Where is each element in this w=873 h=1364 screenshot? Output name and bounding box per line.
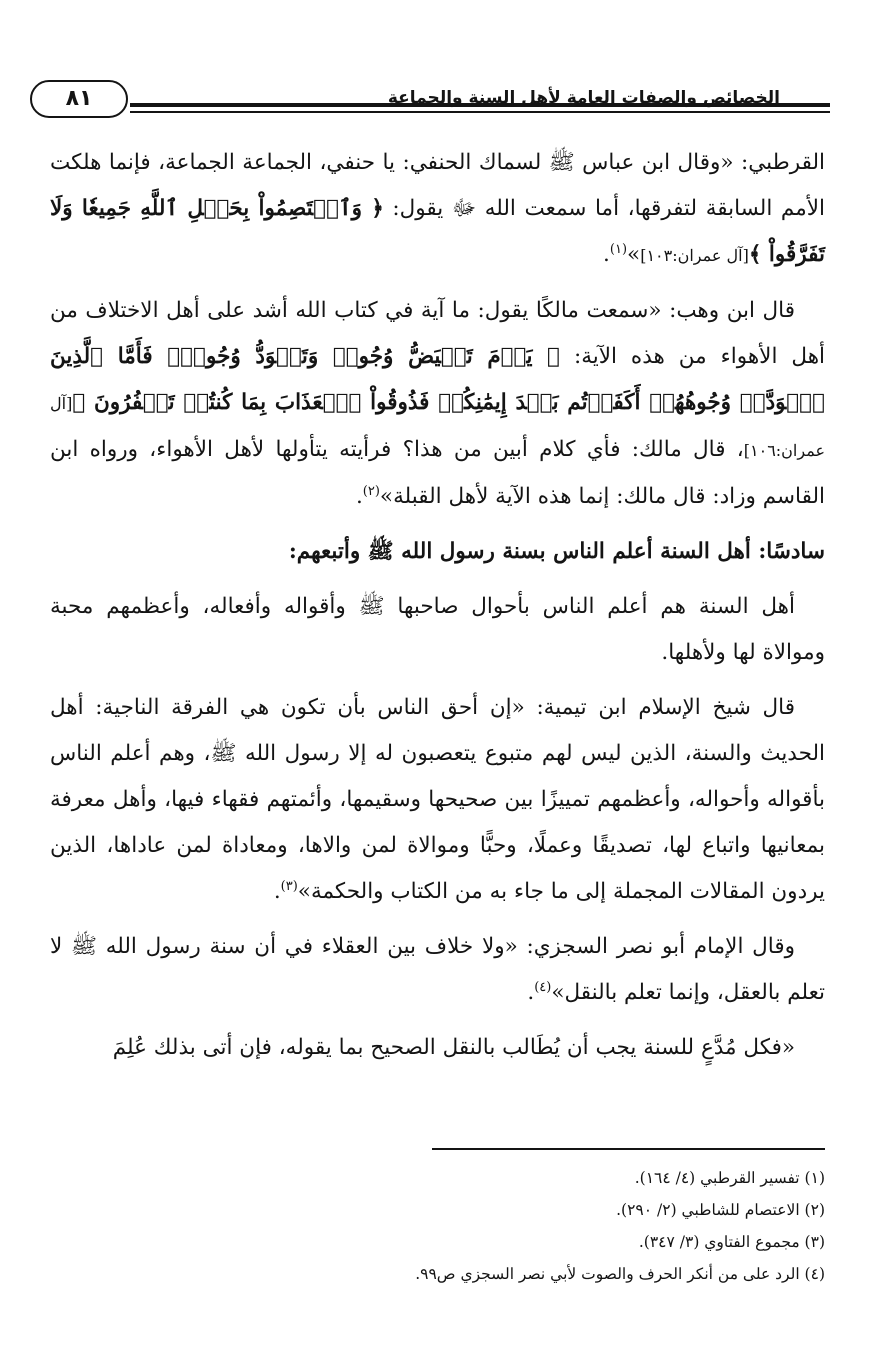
paragraph-ibn-wahb — [50, 288, 825, 520]
paragraph-text: قال شيخ الإسلام ابن تيمية: «إن أحق الناس بأن تكون هي الفرقة الناجية: أهل الحديث والسنة، الذين ليس لهم متبوع يتعصبون له إلا رسول الله ﷺ، وهم أعلم الناس بأقواله وأحواله، وأعظمهم تمييزًا بين صحيحها وسقيمها، وأئمتهم فقهاء فيها، وأهل معرفة بمعانيها واتباع لها، تصديقًا وعملًا، وحبًّا وموالاة لمن والاها، ومعاداة لمن عاداها، الذين يردون المقالات المجملة إلى ما جاء به من الكتاب والحكمة» — [50, 695, 825, 904]
main-text — [50, 140, 825, 1080]
footnote-marker-1[interactable]: (١) — [609, 241, 628, 257]
sentence-end: . — [527, 980, 535, 1005]
quran-verse: ﴿ وَٱعۡتَصِمُواْ بِحَبۡلِ ٱللَّهِ جَمِيعٗا وَلَا تَفَرَّقُواْ ﴾ — [50, 196, 825, 267]
paragraph-text: قال ابن وهب: «سمعت مالكًا يقول: ما آية في كتاب الله أشد على أهل الاختلاف من أهل الأهواء من هذه الآية: — [50, 298, 825, 369]
footnote-marker-2[interactable]: (٢) — [362, 483, 380, 499]
footnote-4: (٤) الرد على من أنكر الحرف والصوت لأبي نصر السجزي ص٩٩. — [415, 1265, 825, 1283]
footnote-marker-3[interactable]: (٣) — [280, 878, 298, 894]
paragraph-ahl-sunnah: أهل السنة هم أعلم الناس بأحوال صاحبها ﷺ وأقواله وأفعاله، وأعظمهم محبة وموالاة لها ولأهلها. — [50, 594, 825, 665]
footnote-divider — [432, 1148, 825, 1150]
footnotes-list — [50, 1162, 825, 1290]
page-number: ٨١ — [30, 80, 128, 118]
footnote-1: (١) تفسير القرطبي (٤/ ١٦٤). — [634, 1169, 825, 1187]
section-heading: سادسًا: أهل السنة أعلم الناس بسنة رسول الله ﷺ وأتبعهم: — [288, 539, 825, 564]
quote-close: » — [627, 242, 641, 267]
paragraph-text-continued: ، قال مالك: فأي كلام أبين من هذا؟ فرأيته يتأولها لأهل الأهواء، ورواه ابن القاسم وزاد: قال مالك: إنما هذه الآية لأهل القبلة» — [50, 437, 825, 509]
sentence-end: . — [273, 879, 281, 904]
paragraph-sijzi — [50, 924, 825, 1016]
footnote-2: (٢) الاعتصام للشاطبي (٢/ ٢٩٠). — [616, 1201, 825, 1219]
running-title: الخصائص والصفات العامة لأهل السنة والجماعة — [387, 88, 780, 108]
paragraph-text: وقال الإمام أبو نصر السجزي: «ولا خلاف بين العقلاء في أن سنة رسول الله ﷺ لا تعلم بالعقل، وإنما تعلم بالنقل» — [50, 934, 825, 1005]
quran-verse: ﴿ يَوۡمَ تَبۡيَضُّ وُجُوهٞ وَتَسۡوَدُّ وُجُوهٞۚ فَأَمَّا ٱلَّذِينَ ٱسۡوَدَّتۡ وُجُوهُهُمۡ أَكَفَرۡتُم بَعۡدَ إِيمَٰنِكُمۡ فَذُوقُواْ ٱلۡعَذَابَ بِمَا كُنتُمۡ تَكۡفُرُونَ ﴾ — [50, 344, 825, 415]
paragraph-continued: «فكل مُدَّعٍ للسنة يجب أن يُطَالب بالنقل الصحيح بما يقوله، فإن أتى بذلك عُلِمَ — [112, 1035, 795, 1060]
running-header — [30, 78, 830, 130]
paragraph-ibn-taymiyyah — [50, 685, 825, 915]
footnote-3: (٣) مجموع الفتاوي (٣/ ٣٤٧). — [638, 1233, 825, 1251]
verse-reference: [آل عمران:١٠٦] — [50, 394, 825, 460]
paragraph-text: القرطبي: «وقال ابن عباس ﷺ لسماك الحنفي: يا حنفي، الجماعة الجماعة، فإنما هلكت الأمم السابقة لتفرقها، أما سمعت الله ﷻ يقول: — [50, 150, 825, 221]
header-rule-thin — [130, 111, 830, 113]
sentence-end: . — [603, 242, 610, 267]
footnote-marker-4[interactable]: (٤) — [534, 979, 552, 995]
verse-reference: [آل عمران:١٠٣] — [640, 246, 749, 265]
sentence-end: . — [355, 484, 363, 509]
paragraph-qurtubi — [50, 140, 825, 279]
